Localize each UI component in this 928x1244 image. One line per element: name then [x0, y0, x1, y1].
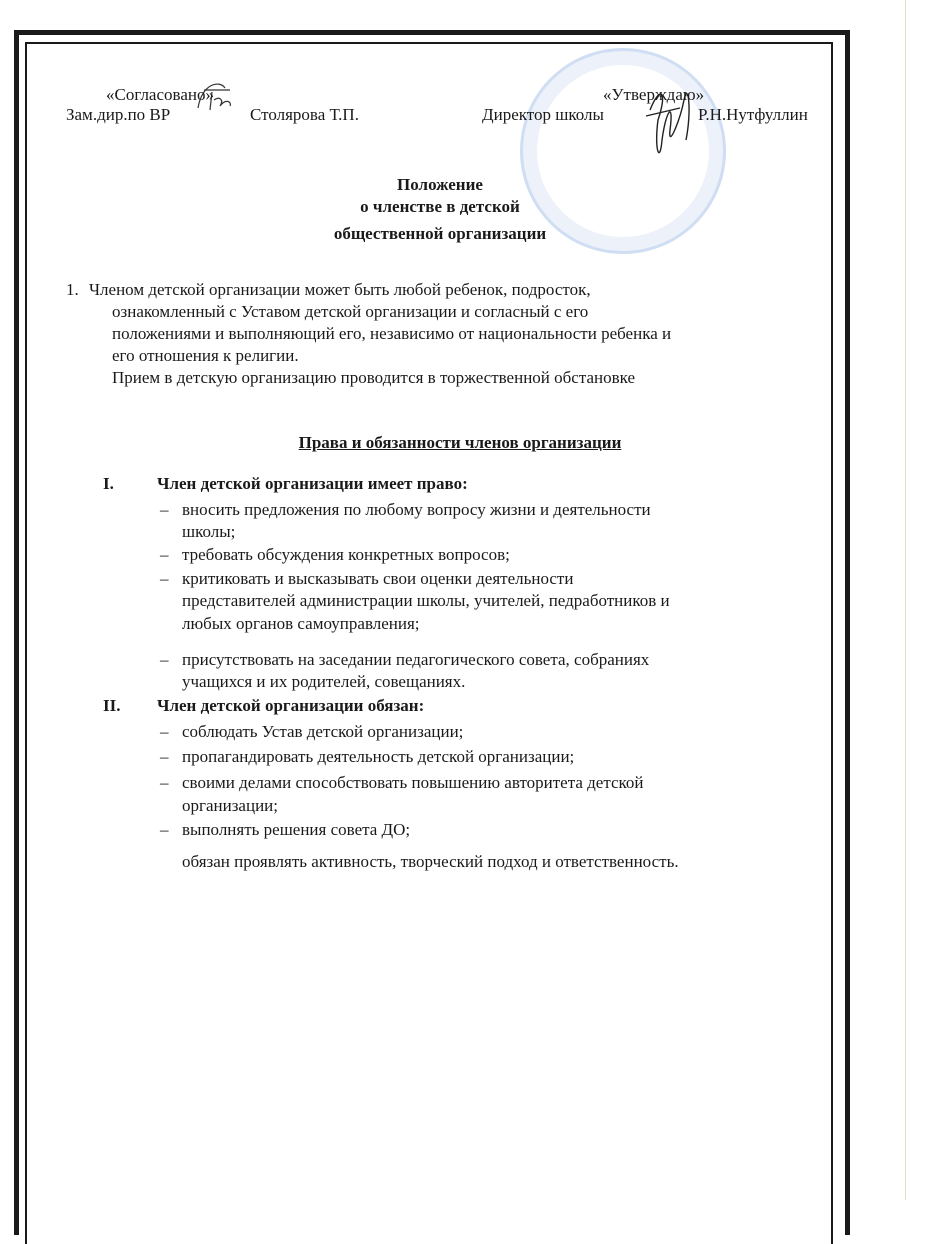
- dash: –: [160, 500, 169, 519]
- rights-line: учащихся и их родителей, совещаниях.: [182, 672, 466, 691]
- duties-numeral: II.: [103, 696, 121, 715]
- agreed-label: «Согласовано»: [106, 85, 214, 104]
- section-heading: Права и обязанности членов организации: [298, 433, 622, 452]
- rights-line: требовать обсуждения конкретных вопросов;: [182, 545, 510, 564]
- dash: –: [160, 650, 169, 669]
- item1-line: ознакомленный с Уставом детской организации и согласный с его: [112, 302, 589, 321]
- agreed-position: Зам.дир.по ВР: [66, 105, 171, 124]
- item1-line: Членом детской организации может быть любой ребенок, подросток,: [89, 280, 591, 299]
- approved-label: «Утверждаю»: [603, 85, 705, 104]
- duties-line: выполнять решения совета ДО;: [182, 820, 411, 839]
- dash: –: [160, 569, 169, 588]
- rights-line: критиковать и высказывать свои оценки деятельности: [182, 569, 574, 588]
- approved-name: Р.Н.Нутфуллин: [698, 105, 808, 124]
- approved-position: Директор школы: [482, 105, 604, 124]
- rights-numeral: I.: [103, 474, 114, 493]
- dash: –: [160, 820, 169, 839]
- duties-line: организации;: [182, 796, 278, 815]
- duties-line: пропагандировать деятельность детской организации;: [182, 747, 575, 766]
- item1-number: 1.: [66, 280, 79, 299]
- rights-line: вносить предложения по любому вопросу жизни и деятельности: [182, 500, 651, 519]
- duties-line: своими делами способствовать повышению авторитета детской: [182, 773, 644, 792]
- dash: –: [160, 773, 169, 792]
- agreed-name: Столярова Т.П.: [250, 105, 359, 124]
- rights-line: школы;: [182, 522, 236, 541]
- dash: –: [160, 545, 169, 564]
- duties-line: соблюдать Устав детской организации;: [182, 722, 464, 741]
- doc-title-line: Положение: [397, 175, 483, 194]
- duties-heading: Член детской организации обязан:: [157, 696, 425, 715]
- item1-line: Прием в детскую организацию проводится в торжественной обстановке: [112, 368, 636, 387]
- rights-heading: Член детской организации имеет право:: [157, 474, 468, 493]
- dash: –: [160, 722, 169, 741]
- item1-line: его отношения к религии.: [112, 346, 299, 365]
- doc-title-line: общественной организации: [333, 224, 547, 243]
- rights-line: любых органов самоуправления;: [182, 614, 420, 633]
- rights-line: представителей администрации школы, учителей, педработников и: [182, 591, 670, 610]
- doc-title-line: о членстве в детской: [360, 197, 520, 216]
- page-edge: [905, 0, 906, 1200]
- duties-line: обязан проявлять активность, творческий подход и ответственность.: [182, 852, 679, 871]
- dash: –: [160, 747, 169, 766]
- rights-line: присутствовать на заседании педагогического совета, собраниях: [182, 650, 650, 669]
- item1-line: положениями и выполняющий его, независимо от национальности ребенка и: [112, 324, 672, 343]
